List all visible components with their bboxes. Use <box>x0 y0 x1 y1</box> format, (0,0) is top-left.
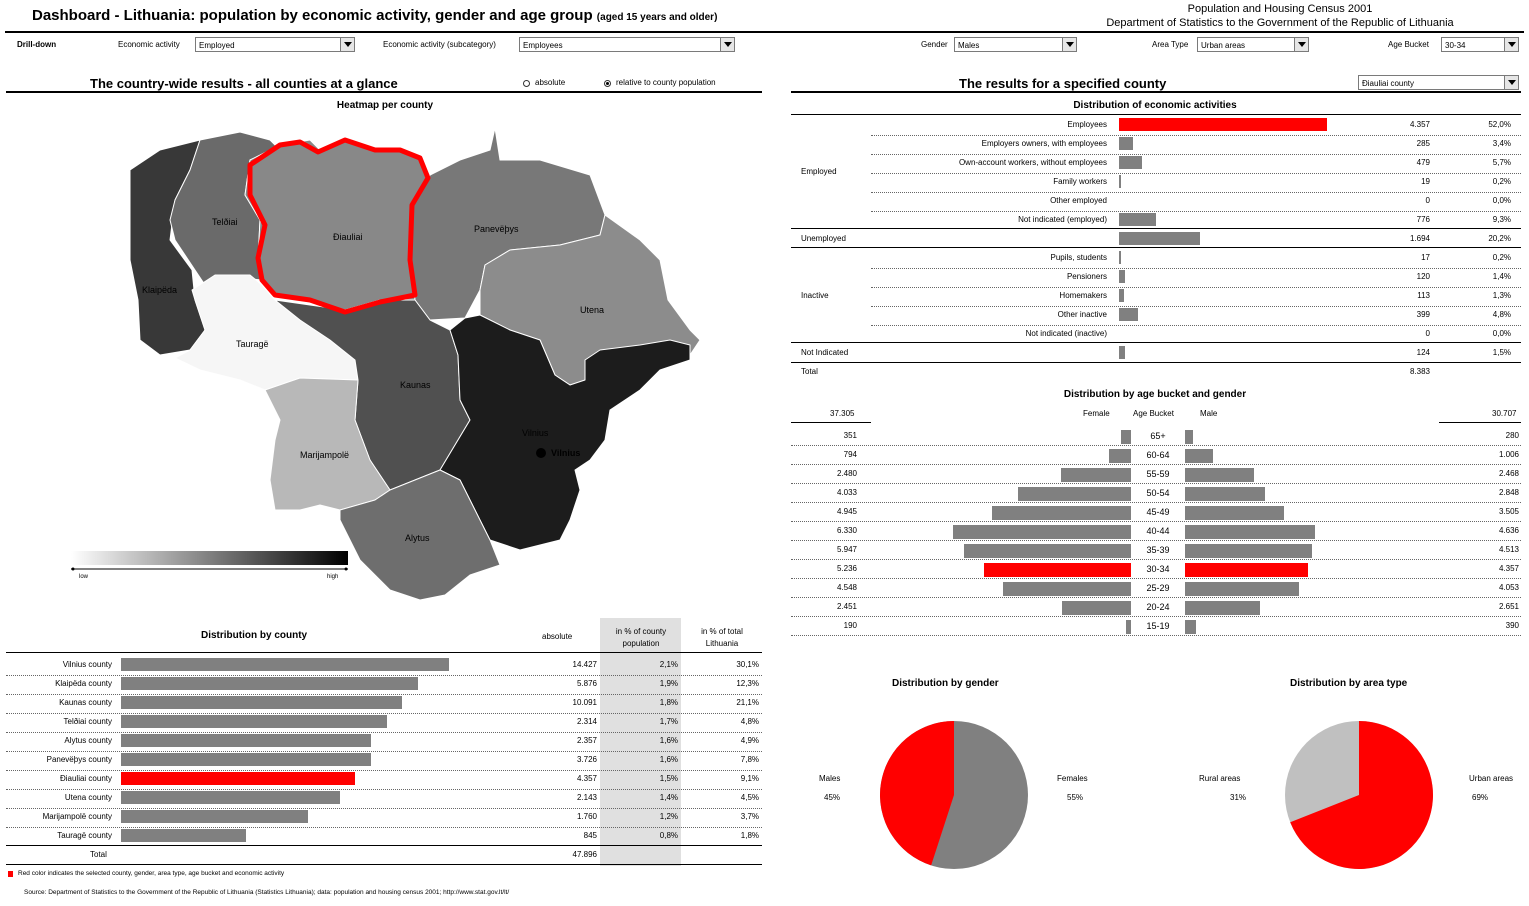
econ-row-rule <box>871 211 1521 212</box>
age-female-value: 4.945 <box>836 507 857 516</box>
map-label-alytus: Alytus <box>405 533 430 543</box>
county-total-label: Total <box>90 850 107 859</box>
age-row-rule <box>791 597 1521 598</box>
female-total-rule <box>791 422 871 423</box>
econ-row-label: Not indicated (inactive) <box>1025 329 1107 338</box>
male-header: Male <box>1200 409 1218 418</box>
census-title: Population and Housing Census 2001 <box>1187 3 1373 15</box>
age-row-rule <box>791 502 1521 503</box>
age-female-bar[interactable] <box>984 563 1131 577</box>
age-table-title: Distribution by age bucket and gender <box>1063 389 1247 400</box>
county-abs-value: 2.357 <box>576 736 597 745</box>
county-pct-county-value: 1,6% <box>659 736 678 745</box>
age-male-bar[interactable] <box>1185 525 1315 539</box>
econ-pct-value: 3,4% <box>1492 139 1511 148</box>
county-row-rule <box>6 789 762 790</box>
area-pie-right-pct: 69% <box>1472 793 1489 802</box>
map-label-marijampole: Marijampolë <box>300 450 350 460</box>
econ-abs-value: 0 <box>1425 329 1430 338</box>
econ-notind-rule <box>791 362 1521 363</box>
gender-label: Gender <box>921 40 948 49</box>
heatmap-legend-bar <box>71 551 348 565</box>
age-female-value: 2.480 <box>836 469 857 478</box>
county-pct-total-value: 9,1% <box>740 774 759 783</box>
age-female-value: 4.548 <box>836 583 857 592</box>
left-section-title: The country-wide results - all counties at a glance <box>90 76 398 91</box>
gender-value: Males <box>958 41 980 50</box>
male-total-rule <box>1439 422 1521 423</box>
econ-abs-value: 124 <box>1416 348 1430 357</box>
econ-abs-value: 17 <box>1421 253 1430 262</box>
econ-total-label: Total <box>801 367 818 376</box>
econ-row-label: Pupils, students <box>1050 253 1107 262</box>
age-male-value: 2.651 <box>1498 602 1519 611</box>
econ-bar[interactable] <box>1119 213 1156 226</box>
age-row-rule <box>791 578 1521 579</box>
econ-row-label: Employees <box>1067 120 1107 129</box>
siauliai-region[interactable] <box>245 140 430 310</box>
county-pct-county-value: 1,7% <box>659 717 678 726</box>
map-label-vilnius-city: Vilnius <box>551 448 581 458</box>
age-bucket-label: 25-29 <box>1146 583 1170 593</box>
legend-low-dot <box>72 568 75 571</box>
county-abs-value: 1.760 <box>576 812 597 821</box>
county-pct-total-value: 12,3% <box>736 679 759 688</box>
county-name: Telðiai county <box>63 717 112 726</box>
econ-row-rule <box>871 325 1521 326</box>
county-table-title: Distribution by county <box>201 630 308 641</box>
county-pct-county-value: 1,5% <box>659 774 678 783</box>
econ-bar[interactable] <box>1119 156 1142 169</box>
econ-activity-label: Economic activity <box>118 40 180 49</box>
gender-pie-title: Distribution by gender <box>892 678 999 689</box>
econ-bar[interactable] <box>1119 232 1200 245</box>
gender-pie-left-label: Males <box>819 774 841 783</box>
county-pct-total-value: 1,8% <box>740 831 759 840</box>
map-label-kaunas: Kaunas <box>400 380 431 390</box>
county-name: Klaipëda county <box>55 679 112 688</box>
county-pct-county-value: 2,1% <box>659 660 678 669</box>
gender-pie-chart <box>870 711 1040 881</box>
econ-row-rule <box>871 154 1521 155</box>
county-bar[interactable] <box>121 772 355 785</box>
econ-row-label: Family workers <box>1053 177 1107 186</box>
female-total: 37.305 <box>830 409 855 418</box>
chevron-down-icon[interactable] <box>1504 38 1518 51</box>
county-pct-county-value: 1,8% <box>659 698 678 707</box>
lithuania-heatmap <box>0 0 760 620</box>
econ-abs-value: 4.357 <box>1409 120 1430 129</box>
age-bucket-value: 30-34 <box>1445 41 1466 50</box>
econ-table-title: Distribution of economic activities <box>1073 100 1237 111</box>
county-pct-county-value: 1,6% <box>659 755 678 764</box>
county-total-value: 47.896 <box>572 850 597 859</box>
map-label-panevezys: Panevëþys <box>474 224 519 234</box>
county-pct-total-value: 4,9% <box>740 736 759 745</box>
female-header: Female <box>1083 409 1110 418</box>
county-col-pct-total: in % of total Lithuania <box>701 627 743 648</box>
county-name: Ðiauliai county <box>59 774 112 783</box>
econ-bar[interactable] <box>1119 270 1125 283</box>
county-bar[interactable] <box>121 715 387 728</box>
econ-total-value: 8.383 <box>1409 367 1430 376</box>
age-male-bar[interactable] <box>1185 430 1193 444</box>
age-bucket-label: 30-34 <box>1146 564 1170 574</box>
county-bar[interactable] <box>121 810 308 823</box>
age-bucket-label: 35-39 <box>1146 545 1170 555</box>
area-pie-left-label: Rural areas <box>1199 774 1241 783</box>
county-bar[interactable] <box>121 658 449 671</box>
age-male-value: 4.513 <box>1498 545 1519 554</box>
age-row-rule <box>791 540 1521 541</box>
county-abs-value: 5.876 <box>576 679 597 688</box>
gender-pie-right-label: Females <box>1057 774 1088 783</box>
age-male-value: 4.636 <box>1498 526 1519 535</box>
county-abs-value: 2.143 <box>576 793 597 802</box>
age-bucket-label: 20-24 <box>1146 602 1170 612</box>
county-abs-value: 4.357 <box>576 774 597 783</box>
econ-row-rule <box>871 287 1521 288</box>
area-pie-title: Distribution by area type <box>1290 678 1408 689</box>
gender-pie-right-pct: 55% <box>1067 793 1084 802</box>
age-bucket-header: Age Bucket <box>1133 409 1174 418</box>
econ-abs-value: 113 <box>1417 291 1430 300</box>
map-label-utena: Utena <box>580 305 605 315</box>
heatmap-title: Heatmap per county <box>336 100 434 111</box>
area-pie-right-label: Urban areas <box>1469 774 1514 783</box>
gender-pie-left-pct: 45% <box>824 793 841 802</box>
group-not-indicated: Not Indicated <box>801 348 849 357</box>
county-row-rule <box>6 808 762 809</box>
area-type-label: Area Type <box>1152 40 1189 49</box>
age-male-value: 390 <box>1505 621 1519 630</box>
econ-pct-value: 1,5% <box>1492 348 1511 357</box>
age-row-rule <box>791 445 1521 446</box>
age-female-value: 2.451 <box>836 602 857 611</box>
age-row-rule <box>791 483 1521 484</box>
age-male-bar[interactable] <box>1185 601 1260 615</box>
age-male-bar[interactable] <box>1185 563 1308 577</box>
map-label-vilnius: Vilnius <box>522 428 549 438</box>
right-section-title: The results for a specified county <box>959 76 1167 91</box>
note-red-swatch <box>8 871 13 877</box>
map-label-siauliai: Ðiauliai <box>333 232 363 242</box>
econ-bar[interactable] <box>1119 289 1124 302</box>
chevron-down-icon[interactable] <box>1504 76 1518 89</box>
age-male-value: 2.848 <box>1498 488 1519 497</box>
county-bar[interactable] <box>121 791 340 804</box>
econ-abs-value: 120 <box>1416 272 1430 281</box>
county-pct-total-value: 4,5% <box>740 793 759 802</box>
county-bar[interactable] <box>121 696 402 709</box>
county-abs-value: 2.314 <box>576 717 597 726</box>
econ-row-label: Not indicated (employed) <box>1018 215 1107 224</box>
econ-pct-value: 20,2% <box>1488 234 1511 243</box>
county-pct-county-value: 1,9% <box>659 679 678 688</box>
econ-pct-value: 9,3% <box>1492 215 1511 224</box>
group-unemployed: Unemployed <box>801 234 846 243</box>
age-female-value: 190 <box>843 621 857 630</box>
county-row-rule <box>6 751 762 752</box>
title-suffix: (aged 15 years and older) <box>596 12 718 23</box>
age-female-value: 5.947 <box>836 545 857 554</box>
county-col-absolute: absolute <box>542 632 573 641</box>
county-pct-total-value: 30,1% <box>736 660 759 669</box>
age-male-value: 4.053 <box>1498 583 1519 592</box>
age-row-rule <box>791 521 1521 522</box>
age-male-bar[interactable] <box>1185 449 1213 463</box>
age-female-bar[interactable] <box>964 544 1131 558</box>
county-row-rule <box>6 713 762 714</box>
age-female-bar[interactable] <box>1061 468 1131 482</box>
county-name: Utena county <box>64 793 112 802</box>
econ-abs-value: 479 <box>1416 158 1430 167</box>
source-note: Source: Department of Statistics to the Government of the Republic of Lithuania (Statistics Lithuania); data: population and housing census 2001; http://www.stat.gov.lt/lt/ <box>24 889 510 896</box>
county-row-rule <box>6 732 762 733</box>
map-label-telsiai: Telðiai <box>212 217 238 227</box>
age-male-value: 4.357 <box>1498 564 1519 573</box>
area-type-value: Urban areas <box>1201 41 1246 50</box>
county-bar[interactable] <box>121 753 371 766</box>
radio-absolute-label: absolute <box>535 78 566 87</box>
county-abs-value: 845 <box>583 831 597 840</box>
drilldown-label: Drill-down <box>17 40 57 49</box>
econ-bar[interactable] <box>1119 346 1125 359</box>
econ-row-rule <box>871 192 1521 193</box>
county-row-rule <box>6 694 762 695</box>
econ-abs-value: 285 <box>1416 139 1430 148</box>
right-section-divider <box>791 91 1521 93</box>
age-female-bar[interactable] <box>1126 620 1131 634</box>
age-bucket-label: 55-59 <box>1146 469 1170 479</box>
area-type-select[interactable] <box>1197 37 1309 52</box>
econ-employed-rule <box>791 228 1521 229</box>
age-bucket-label: 40-44 <box>1146 526 1170 536</box>
county-row-rule <box>6 827 762 828</box>
legend-high-dot <box>345 568 348 571</box>
econ-bar[interactable] <box>1119 308 1138 321</box>
county-name: Marijampolë county <box>42 812 112 821</box>
econ-pct-value: 5,7% <box>1492 158 1511 167</box>
econ-pct-value: 52,0% <box>1488 120 1511 129</box>
age-female-value: 4.033 <box>836 488 857 497</box>
age-male-bar[interactable] <box>1185 620 1196 634</box>
male-total: 30.707 <box>1492 409 1517 418</box>
red-color-note: Red color indicates the selected county, gender, area type, age bucket and economic activity <box>18 870 285 877</box>
gender-select[interactable] <box>954 37 1077 52</box>
legend-high-label: high <box>327 574 339 580</box>
county-name: Vilnius county <box>62 660 112 669</box>
county-abs-value: 14.427 <box>572 660 597 669</box>
county-name: Tauragë county <box>57 831 112 840</box>
title-main: Dashboard - Lithuania: population by economic activity, gender and age group <box>32 7 593 24</box>
age-bucket-label: 15-19 <box>1146 621 1170 631</box>
county-row-rule <box>6 675 762 676</box>
county-pct-total-value: 21,1% <box>736 698 759 707</box>
econ-pct-value: 0,2% <box>1492 177 1511 186</box>
county-bar[interactable] <box>121 829 246 842</box>
county-abs-value: 3.726 <box>576 755 597 764</box>
econ-row-label: Own-account workers, without employees <box>958 158 1107 167</box>
age-male-value: 2.468 <box>1498 469 1519 478</box>
age-female-value: 5.236 <box>836 564 857 573</box>
econ-row-label: Employers owners, with employees <box>981 139 1107 148</box>
county-table-bottom-rule <box>6 864 762 865</box>
econ-activity-value: Employed <box>199 41 235 50</box>
econ-abs-value: 776 <box>1416 215 1430 224</box>
age-row-rule <box>791 635 1521 636</box>
county-pct-total-value: 3,7% <box>740 812 759 821</box>
age-bucket-label: 60-64 <box>1146 450 1170 460</box>
county-col-pct-county: in % of county population <box>615 627 667 648</box>
econ-pct-value: 4,8% <box>1492 310 1511 319</box>
econ-row-label: Homemakers <box>1059 291 1107 300</box>
econ-pct-value: 0,2% <box>1492 253 1511 262</box>
subcategory-value: Employees <box>523 41 563 50</box>
age-male-bar[interactable] <box>1185 468 1254 482</box>
county-row-rule <box>6 770 762 771</box>
county-abs-value: 10.091 <box>572 698 597 707</box>
econ-inactive-rule <box>791 342 1521 343</box>
county-name: Panevëþys county <box>46 755 112 764</box>
econ-pct-value: 0,0% <box>1492 196 1511 205</box>
area-pie-left-pct: 31% <box>1230 793 1247 802</box>
econ-abs-value: 1.694 <box>1409 234 1430 243</box>
econ-bar[interactable] <box>1119 175 1121 188</box>
radio-relative-label: relative to county population <box>616 78 716 87</box>
econ-bar[interactable] <box>1119 137 1133 150</box>
county-pct-county-value: 0,8% <box>659 831 678 840</box>
vilnius-city-marker <box>536 448 546 458</box>
age-female-bar[interactable] <box>992 506 1131 520</box>
county-pct-county-value: 1,2% <box>659 812 678 821</box>
econ-pct-value: 1,3% <box>1492 291 1511 300</box>
age-bucket-label: 65+ <box>1150 431 1166 441</box>
econ-row-label: Other inactive <box>1057 310 1107 319</box>
econ-row-rule <box>871 135 1521 136</box>
county-name: Kaunas county <box>59 698 112 707</box>
department-title: Department of Statistics to the Government of the Republic of Lithuania <box>1106 17 1454 29</box>
age-male-bar[interactable] <box>1185 506 1284 520</box>
county-bar[interactable] <box>121 677 418 690</box>
age-row-rule <box>791 616 1521 617</box>
age-female-bar[interactable] <box>1121 430 1131 444</box>
age-female-bar[interactable] <box>1109 449 1131 463</box>
age-bucket-label: Age Bucket <box>1388 40 1429 49</box>
econ-pct-value: 1,4% <box>1492 272 1511 281</box>
age-female-bar[interactable] <box>953 525 1131 539</box>
subcategory-label: Economic activity (subcategory) <box>383 40 496 49</box>
age-bucket-label: 45-49 <box>1146 507 1170 517</box>
county-pct-total-value: 7,8% <box>740 755 759 764</box>
chevron-down-icon[interactable] <box>1294 38 1308 51</box>
age-row-rule <box>791 464 1521 465</box>
age-female-value: 794 <box>843 450 857 459</box>
age-female-value: 351 <box>843 431 857 440</box>
econ-abs-value: 399 <box>1416 310 1430 319</box>
chevron-down-icon[interactable] <box>1062 38 1076 51</box>
econ-row-rule <box>871 306 1521 307</box>
county-name: Alytus county <box>64 736 112 745</box>
county-select-value: Ðiauliai county <box>1362 79 1415 88</box>
econ-abs-value: 19 <box>1421 177 1430 186</box>
age-male-bar[interactable] <box>1185 544 1312 558</box>
econ-row-rule <box>871 268 1521 269</box>
group-employed: Employed <box>801 167 837 176</box>
econ-bar[interactable] <box>1119 118 1327 131</box>
age-row-rule <box>791 559 1521 560</box>
county-pct-total-value: 4,8% <box>740 717 759 726</box>
age-male-value: 3.505 <box>1498 507 1519 516</box>
age-male-bar[interactable] <box>1185 582 1299 596</box>
county-bar[interactable] <box>121 734 371 747</box>
econ-row-rule <box>871 173 1521 174</box>
econ-abs-value: 0 <box>1425 196 1430 205</box>
econ-bar[interactable] <box>1119 251 1121 264</box>
econ-unemployed-rule <box>791 247 1521 248</box>
econ-row-label: Other employed <box>1050 196 1107 205</box>
econ-pct-value: 0,0% <box>1492 329 1511 338</box>
age-male-value: 1.006 <box>1498 450 1519 459</box>
age-male-bar[interactable] <box>1185 487 1265 501</box>
age-bucket-select[interactable] <box>1441 37 1519 52</box>
econ-row-label: Pensioners <box>1066 272 1107 281</box>
age-female-value: 6.330 <box>836 526 857 535</box>
map-label-klaipeda: Klaipëda <box>142 285 178 295</box>
age-bucket-label: 50-54 <box>1146 488 1170 498</box>
econ-table-top-rule <box>791 114 1521 115</box>
county-table-total-rule <box>6 845 762 846</box>
legend-low-label: low <box>79 574 89 580</box>
area-pie-chart <box>1275 711 1445 881</box>
county-pct-county-value: 1,4% <box>659 793 678 802</box>
age-female-bar[interactable] <box>1018 487 1131 501</box>
county-table-top-rule <box>6 652 762 653</box>
county-select[interactable] <box>1358 75 1519 90</box>
age-female-bar[interactable] <box>1062 601 1131 615</box>
age-female-bar[interactable] <box>1003 582 1131 596</box>
age-male-value: 280 <box>1505 431 1519 440</box>
group-inactive: Inactive <box>801 291 829 300</box>
map-label-taurage: Tauragë <box>236 339 269 349</box>
